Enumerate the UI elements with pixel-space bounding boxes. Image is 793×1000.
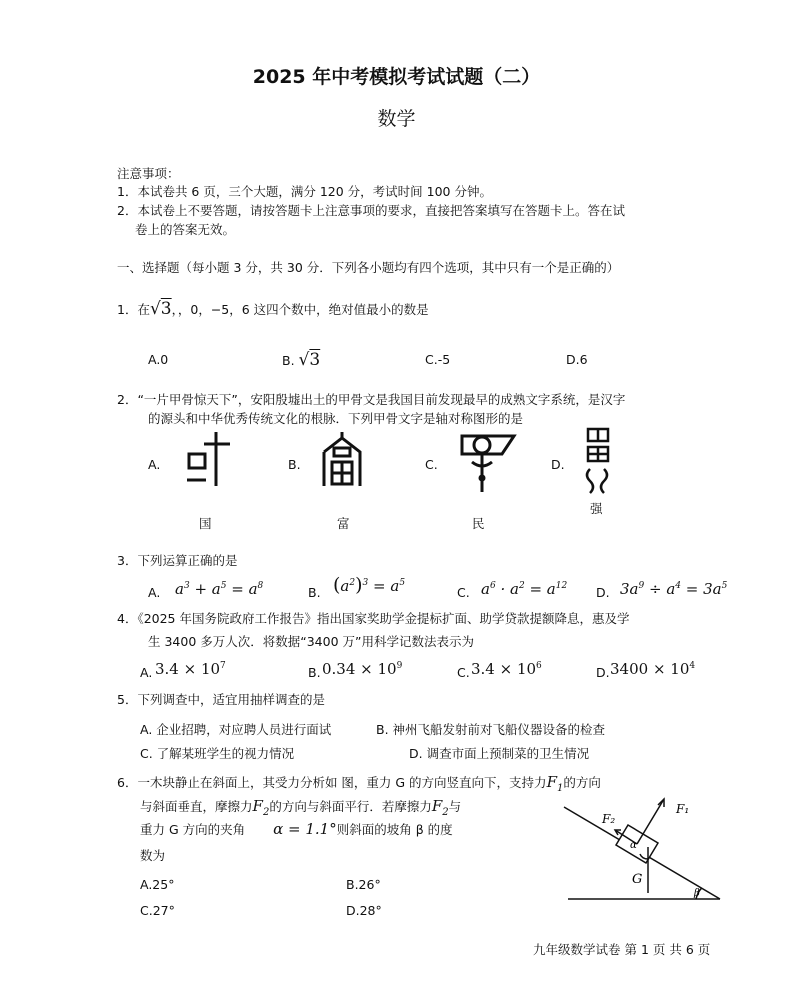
fig-label-f1: F₁ <box>676 802 690 816</box>
q6-option-a: A.25° <box>140 877 175 892</box>
notice-item-1: 1．本试卷共 6 页，三个大题，满分 120 分，考试时间 100 分钟。 <box>117 184 492 199</box>
q6-line-3-text: 重力 G 方向的夹角 <box>140 822 246 837</box>
fig-label-f2: F₂ <box>602 812 616 826</box>
incline-force-diagram <box>560 785 730 910</box>
q6-line-2-mid: 的方向与斜面平行．若摩擦力 <box>269 799 432 814</box>
oracle-min-icon <box>458 430 518 494</box>
notice-item-2-line-1: 2．本试卷上不要答题，请按答题卡上注意事项的要求，直接把答案填写在答题卡上。答在试 <box>117 203 625 218</box>
f2-symbol-2: $F_2$ <box>431 797 449 818</box>
q4-option-c-label: C. <box>457 665 470 680</box>
q4-option-d-label: D. <box>596 665 610 680</box>
q1-option-d: D.6 <box>566 352 588 367</box>
q2-option-c: C. <box>425 457 438 472</box>
question-6-line-2 <box>140 797 461 818</box>
page-footer: 九年级数学试卷 第 1 页 共 6 页 <box>533 942 711 957</box>
q4-option-c-value: $3.4 \times 10^6$ <box>471 660 542 678</box>
f1-symbol: $F_1$ <box>546 773 564 794</box>
question-2-line-2: 的源头和中华优秀传统文化的根脉．下列甲骨文字是轴对称图形的是 <box>148 411 524 426</box>
q3-option-d-formula: $3a^9 \div a^4 = 3a^5$ <box>620 580 728 598</box>
q3-option-a-label: A. <box>148 585 161 600</box>
section-heading: 一、选择题（每小题 3 分，共 30 分．下列各小题均有四个选项，其中只有一个是正确的） <box>117 260 620 275</box>
f2-symbol: $F_2$ <box>252 797 270 818</box>
q4-option-a-value: $3.4 \times 10^7$ <box>155 660 226 678</box>
q2-caption-c: 民 <box>472 516 485 531</box>
q2-option-a: A. <box>148 457 161 472</box>
q3-option-b-formula: $(a^2)^3 = a^5$ <box>333 574 406 596</box>
q6-line-2-text: 与斜面垂直，摩擦力 <box>140 799 253 814</box>
q1-stem-pre: 1．在 <box>117 302 150 317</box>
q1-option-c: C.-5 <box>425 352 451 367</box>
question-3-stem: 3．下列运算正确的是 <box>117 553 238 568</box>
q3-option-a-formula: $a^3 + a^5 = a^8$ <box>175 580 264 598</box>
q6-option-b: B.26° <box>346 877 381 892</box>
q5-option-a: A. 企业招聘，对应聘人员进行面试 <box>140 722 332 737</box>
fig-label-beta: β <box>694 888 700 899</box>
q6-option-d: D.28° <box>346 903 382 918</box>
page-title: 2025 年中考模拟考试试题（二） <box>252 66 541 88</box>
q1-option-a: A.0 <box>148 352 169 367</box>
q3-option-d-label: D. <box>596 585 610 600</box>
question-4-line-1: 4．《2025 年国务院政府工作报告》指出国家奖助学金提标扩面、助学贷款提额降息，惠及学 <box>117 611 630 626</box>
q6-line-3-tail: 则斜面的坡角 β 的度 <box>336 822 453 837</box>
q5-option-b: B. 神州飞船发射前对飞船仪器设备的检查 <box>376 722 606 737</box>
q6-line-1-tail: 的方向 <box>563 775 601 790</box>
sqrt3-expression: √3 <box>149 299 172 319</box>
q6-option-c: C.27° <box>140 903 175 918</box>
q5-option-c: C. 了解某班学生的视力情况 <box>140 746 295 761</box>
subject-title: 数学 <box>377 108 416 130</box>
question-2-line-1: 2．“一片甲骨惊天下”，安阳殷墟出土的甲骨文是我国目前发现最早的成熟文字系统，是汉字 <box>117 392 626 407</box>
notice-heading: 注意事项： <box>117 166 180 181</box>
question-1-stem <box>117 299 429 319</box>
fig-label-g: G <box>632 872 643 887</box>
alpha-equation: α = 1.1° <box>273 820 337 838</box>
q4-option-b-value: $0.34 \times 10^9$ <box>322 660 403 678</box>
question-4-line-2: 生 3400 多万人次．将数据“3400 万”用科学记数法表示为 <box>148 634 474 649</box>
q3-option-c-label: C. <box>457 585 470 600</box>
q2-option-b: B. <box>288 457 301 472</box>
q2-caption-b: 富 <box>337 516 350 531</box>
q3-option-c-formula: $a^6 \cdot a^2 = a^{12}$ <box>481 580 568 598</box>
q6-line-2-tail: 与 <box>448 799 462 814</box>
question-5-stem: 5．下列调查中，适宜用抽样调查的是 <box>117 692 325 707</box>
q4-option-a-label: A. <box>140 665 153 680</box>
q2-caption-a: 国 <box>199 516 212 531</box>
question-6-line-4: 数为 <box>140 848 166 863</box>
question-6-line-3 <box>140 820 453 838</box>
q5-option-d: D. 调查市面上预制菜的卫生情况 <box>409 746 590 761</box>
q1-stem-post: ，，0，−5，6 这四个数中，绝对值最小的数是 <box>171 302 429 317</box>
q1-option-b-value: √3 <box>298 350 321 370</box>
q1-option-b-label: B. <box>282 353 295 368</box>
q4-option-b-label: B. <box>308 665 321 680</box>
question-6-line-1 <box>117 773 601 794</box>
q3-option-b-label: B. <box>308 585 321 600</box>
oracle-qiang-icon <box>580 425 614 495</box>
notice-item-2-line-2: 卷上的答案无效。 <box>135 222 236 237</box>
q2-caption-d: 强 <box>590 501 603 516</box>
oracle-fu-icon <box>318 430 366 488</box>
q1-option-b <box>282 350 320 370</box>
oracle-guo-icon <box>184 430 232 488</box>
q2-option-d: D. <box>551 457 565 472</box>
q6-line-1-text: 6．一木块静止在斜面上，其受力分析如 图，重力 G 的方向竖直向下，支持力 <box>117 775 547 790</box>
fig-label-alpha: α <box>630 840 637 851</box>
q4-option-d-value: $3400 \times 10^4$ <box>610 660 696 678</box>
